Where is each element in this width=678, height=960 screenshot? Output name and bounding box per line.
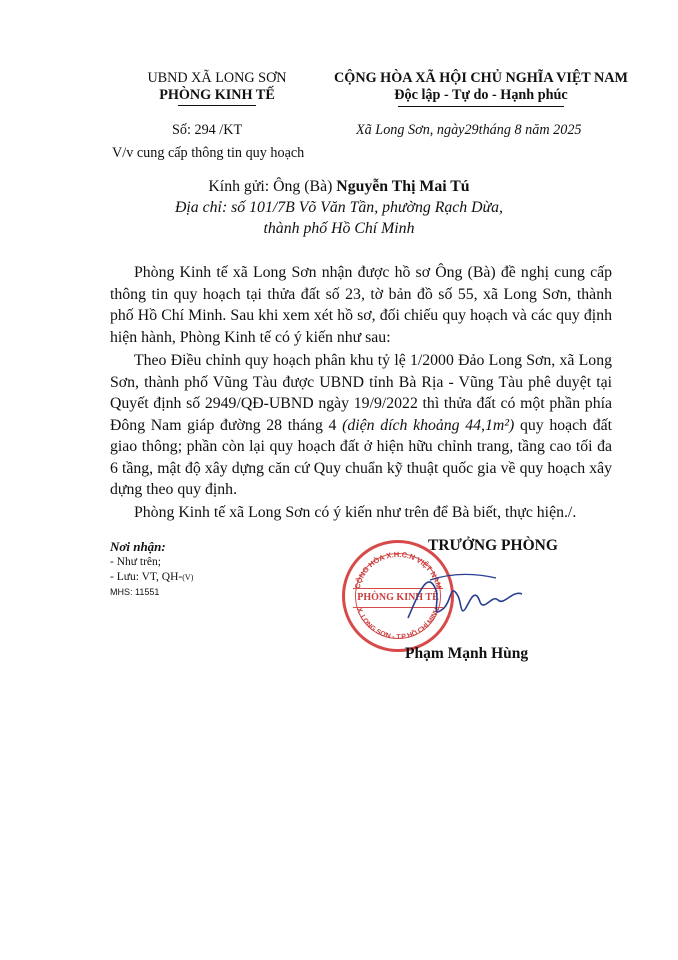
issuing-department: PHÒNG KINH TẾ [159,87,275,103]
signer-name: Phạm Mạnh Hùng [405,645,529,662]
body-paragraph-1: Phòng Kinh tế xã Long Sơn nhận được hồ sơ Ông (Bà) đề nghị cung cấp thông tin quy hoạch tại thửa đất số 23, tờ bản đồ số 55, xã Long Sơn, thành phố Hồ Chí Minh. Sau khi xem xét hồ sơ, đối chiếu quy hoạch và các quy định hiện hành, Phòng Kinh tế có ý kiến như sau: [110,264,612,346]
mhs-code: MHS: 11551 [110,587,160,597]
seal-center-text: PHÒNG KINH TẾ [353,588,443,608]
signer-title: TRƯỞNG PHÒNG [428,537,558,554]
recipient-address-line2: thành phố Hồ Chí Minh [263,220,415,237]
national-motto: Độc lập - Tự do - Hạnh phúc [394,87,568,103]
dept-underline [178,105,256,106]
place-and-date: Xã Long Sơn, ngày29tháng 8 năm 2025 [356,122,582,138]
recipient-name: Nguyễn Thị Mai Tú [336,178,470,195]
greeting-prefix: Kính gửi: Ông (Bà) [208,178,337,195]
noi-nhan-label: Nơi nhận: [110,539,166,554]
issuing-authority: UBND XÃ LONG SƠN [147,70,287,86]
noi-nhan-item-1: - Như trên; [110,556,161,568]
body-paragraph-3: Phòng Kinh tế xã Long Sơn có ý kiến như trên để Bà biết, thực hiện./. [134,504,577,521]
document-subject: V/v cung cấp thông tin quy hoạch [112,145,305,161]
body-paragraph-2: Theo Điều chỉnh quy hoạch phân khu tỷ lệ 1/2000 Đảo Long Sơn, xã Long Sơn, thành phố Vũng Tàu được UBND tỉnh Bà Rịa - Vũng Tàu phê duyệt tại Quyết định số 2949/QĐ-UBND ngày 19/9/2022 thì thửa đất có một phần phía Đông Nam giáp đường 28 tháng 4 (diện dích khoảng 44,1m²) quy hoạch đất giao thông; phần còn lại quy hoạch đất ở hiện hữu chỉnh trang, tầng cao tối đa 6 tầng, mật độ xây dựng căn cứ Quy chuẩn kỹ thuật quốc gia về quy hoạch xây dựng theo quy định. [110,352,613,498]
handwritten-signature [400,560,530,640]
motto-underline [398,106,564,107]
seal-bottom-text: X. LONG SƠN - T.P HỒ CHÍ MINH [354,606,442,642]
document-number: Số: 294 /KT [172,122,243,138]
noi-nhan-item-2: - Lưu: VT, QH-(V) [110,571,194,583]
recipient-greeting [0,178,678,196]
national-title: CỘNG HÒA XÃ HỘI CHỦ NGHĨA VIỆT NAM [334,70,628,86]
seal-top-text: CỘNG HÒA X.H.C.N VIỆT NAM [352,549,444,590]
recipient-address-line1: Địa chỉ: số 101/7B Võ Văn Tần, phường Rạch Dừa, [175,199,503,216]
